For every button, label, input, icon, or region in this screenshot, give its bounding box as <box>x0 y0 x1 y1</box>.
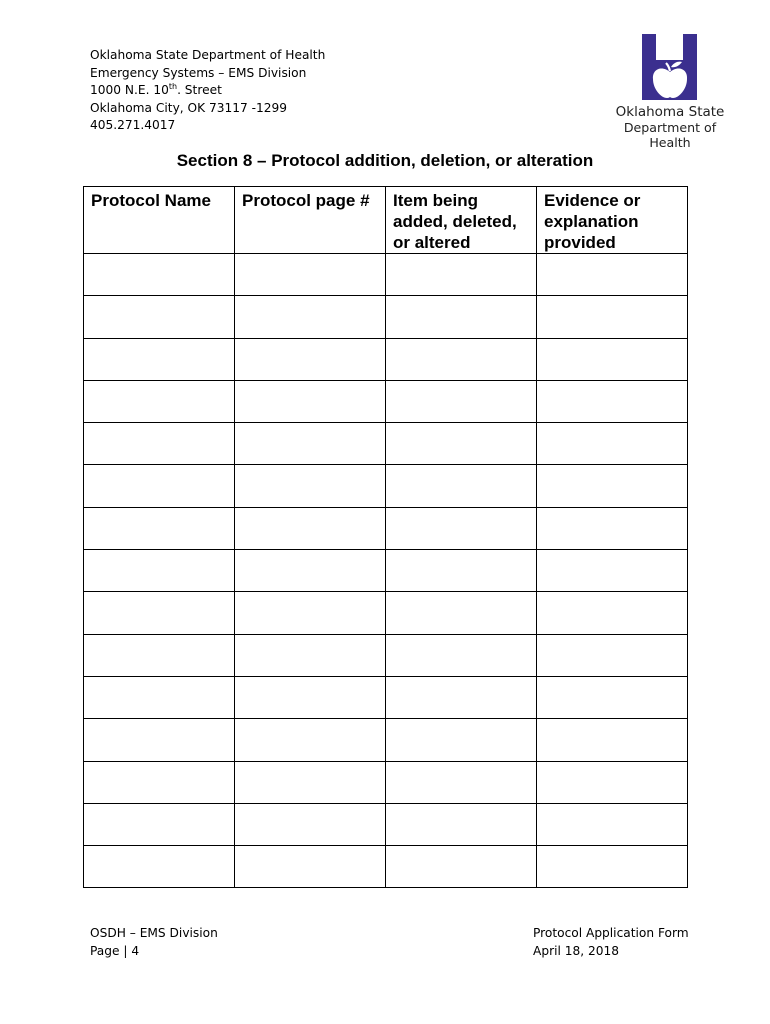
address-line-city: Oklahoma City, OK 73117 -1299 <box>90 100 288 115</box>
section-title: Section 8 – Protocol addition, deletion, or alteration <box>176 151 594 170</box>
table-row <box>84 423 688 465</box>
table-cell[interactable] <box>386 719 537 761</box>
table-cell[interactable] <box>235 507 386 549</box>
street-suffix: . Street <box>177 83 222 97</box>
address-line-division: Emergency Systems – EMS Division <box>90 65 307 80</box>
header-address <box>90 47 325 135</box>
table-cell[interactable] <box>84 296 235 338</box>
header-protocol-name: Protocol Name <box>84 187 235 254</box>
header-evidence: Evidence or explanation provided <box>537 187 688 254</box>
footer-page-number: Page | 4 <box>90 943 140 958</box>
table-row <box>84 846 688 888</box>
table-cell[interactable] <box>84 465 235 507</box>
address-line-street <box>90 82 325 100</box>
table-cell[interactable] <box>84 507 235 549</box>
table-cell[interactable] <box>235 465 386 507</box>
table-row <box>84 338 688 380</box>
address-line-org: Oklahoma State Department of Health <box>90 48 326 62</box>
protocol-table <box>83 186 688 888</box>
osdh-logo <box>605 32 735 150</box>
table-cell[interactable] <box>537 423 688 465</box>
table-body <box>84 254 688 888</box>
header-protocol-page: Protocol page # <box>235 187 386 254</box>
table-cell[interactable] <box>84 254 235 296</box>
table-cell[interactable] <box>537 676 688 718</box>
logo-line-1: Oklahoma State <box>615 104 725 120</box>
table-cell[interactable] <box>84 634 235 676</box>
table-cell[interactable] <box>386 465 537 507</box>
table-cell[interactable] <box>235 803 386 845</box>
footer-left <box>90 925 218 960</box>
table-header-row <box>84 187 688 254</box>
table-row <box>84 676 688 718</box>
table-row <box>84 465 688 507</box>
table-row <box>84 592 688 634</box>
table-cell[interactable] <box>537 550 688 592</box>
table-cell[interactable] <box>537 846 688 888</box>
table-cell[interactable] <box>235 634 386 676</box>
table-cell[interactable] <box>235 761 386 803</box>
table-cell[interactable] <box>235 254 386 296</box>
table-cell[interactable] <box>537 465 688 507</box>
table-cell[interactable] <box>537 761 688 803</box>
table-cell[interactable] <box>386 761 537 803</box>
footer-date: April 18, 2018 <box>533 943 620 958</box>
table-cell[interactable] <box>537 254 688 296</box>
footer-form-name: Protocol Application Form <box>533 926 689 940</box>
table-cell[interactable] <box>386 380 537 422</box>
table-cell[interactable] <box>386 254 537 296</box>
table-cell[interactable] <box>386 338 537 380</box>
table-row <box>84 803 688 845</box>
table-cell[interactable] <box>235 719 386 761</box>
table-cell[interactable] <box>386 296 537 338</box>
table-cell[interactable] <box>84 592 235 634</box>
table-cell[interactable] <box>386 634 537 676</box>
footer-division: OSDH – EMS Division <box>90 926 218 940</box>
table-cell[interactable] <box>386 592 537 634</box>
logo-line-2: Department of Health <box>623 120 717 150</box>
table-cell[interactable] <box>84 846 235 888</box>
header-item-being: Item being added, deleted, or altered <box>386 187 537 254</box>
table-cell[interactable] <box>235 846 386 888</box>
table-cell[interactable] <box>537 719 688 761</box>
table-row <box>84 254 688 296</box>
table-cell[interactable] <box>386 676 537 718</box>
table-cell[interactable] <box>537 803 688 845</box>
table-cell[interactable] <box>386 846 537 888</box>
table-cell[interactable] <box>386 550 537 592</box>
table-cell[interactable] <box>537 507 688 549</box>
table-cell[interactable] <box>386 507 537 549</box>
table-cell[interactable] <box>537 634 688 676</box>
table-row <box>84 550 688 592</box>
table-cell[interactable] <box>84 338 235 380</box>
footer-right <box>533 925 689 960</box>
table-cell[interactable] <box>235 676 386 718</box>
address-line-phone: 405.271.4017 <box>90 118 176 132</box>
table-cell[interactable] <box>537 338 688 380</box>
table-cell[interactable] <box>235 592 386 634</box>
table-cell[interactable] <box>537 380 688 422</box>
table-row <box>84 634 688 676</box>
table-cell[interactable] <box>235 296 386 338</box>
table-cell[interactable] <box>84 423 235 465</box>
table-row <box>84 380 688 422</box>
table-row <box>84 719 688 761</box>
table-cell[interactable] <box>235 550 386 592</box>
table-cell[interactable] <box>84 380 235 422</box>
street-superscript: th <box>168 81 178 91</box>
table-row <box>84 761 688 803</box>
table-row <box>84 296 688 338</box>
table-cell[interactable] <box>84 803 235 845</box>
table-cell[interactable] <box>84 719 235 761</box>
table-cell[interactable] <box>537 592 688 634</box>
table-cell[interactable] <box>235 338 386 380</box>
table-cell[interactable] <box>84 676 235 718</box>
table-cell[interactable] <box>235 423 386 465</box>
table-cell[interactable] <box>84 550 235 592</box>
table-cell[interactable] <box>386 423 537 465</box>
table-cell[interactable] <box>235 380 386 422</box>
table-row <box>84 507 688 549</box>
table-cell[interactable] <box>537 296 688 338</box>
street-number: 1000 N.E. 10 <box>90 83 169 97</box>
table-cell[interactable] <box>386 803 537 845</box>
table-cell[interactable] <box>84 761 235 803</box>
